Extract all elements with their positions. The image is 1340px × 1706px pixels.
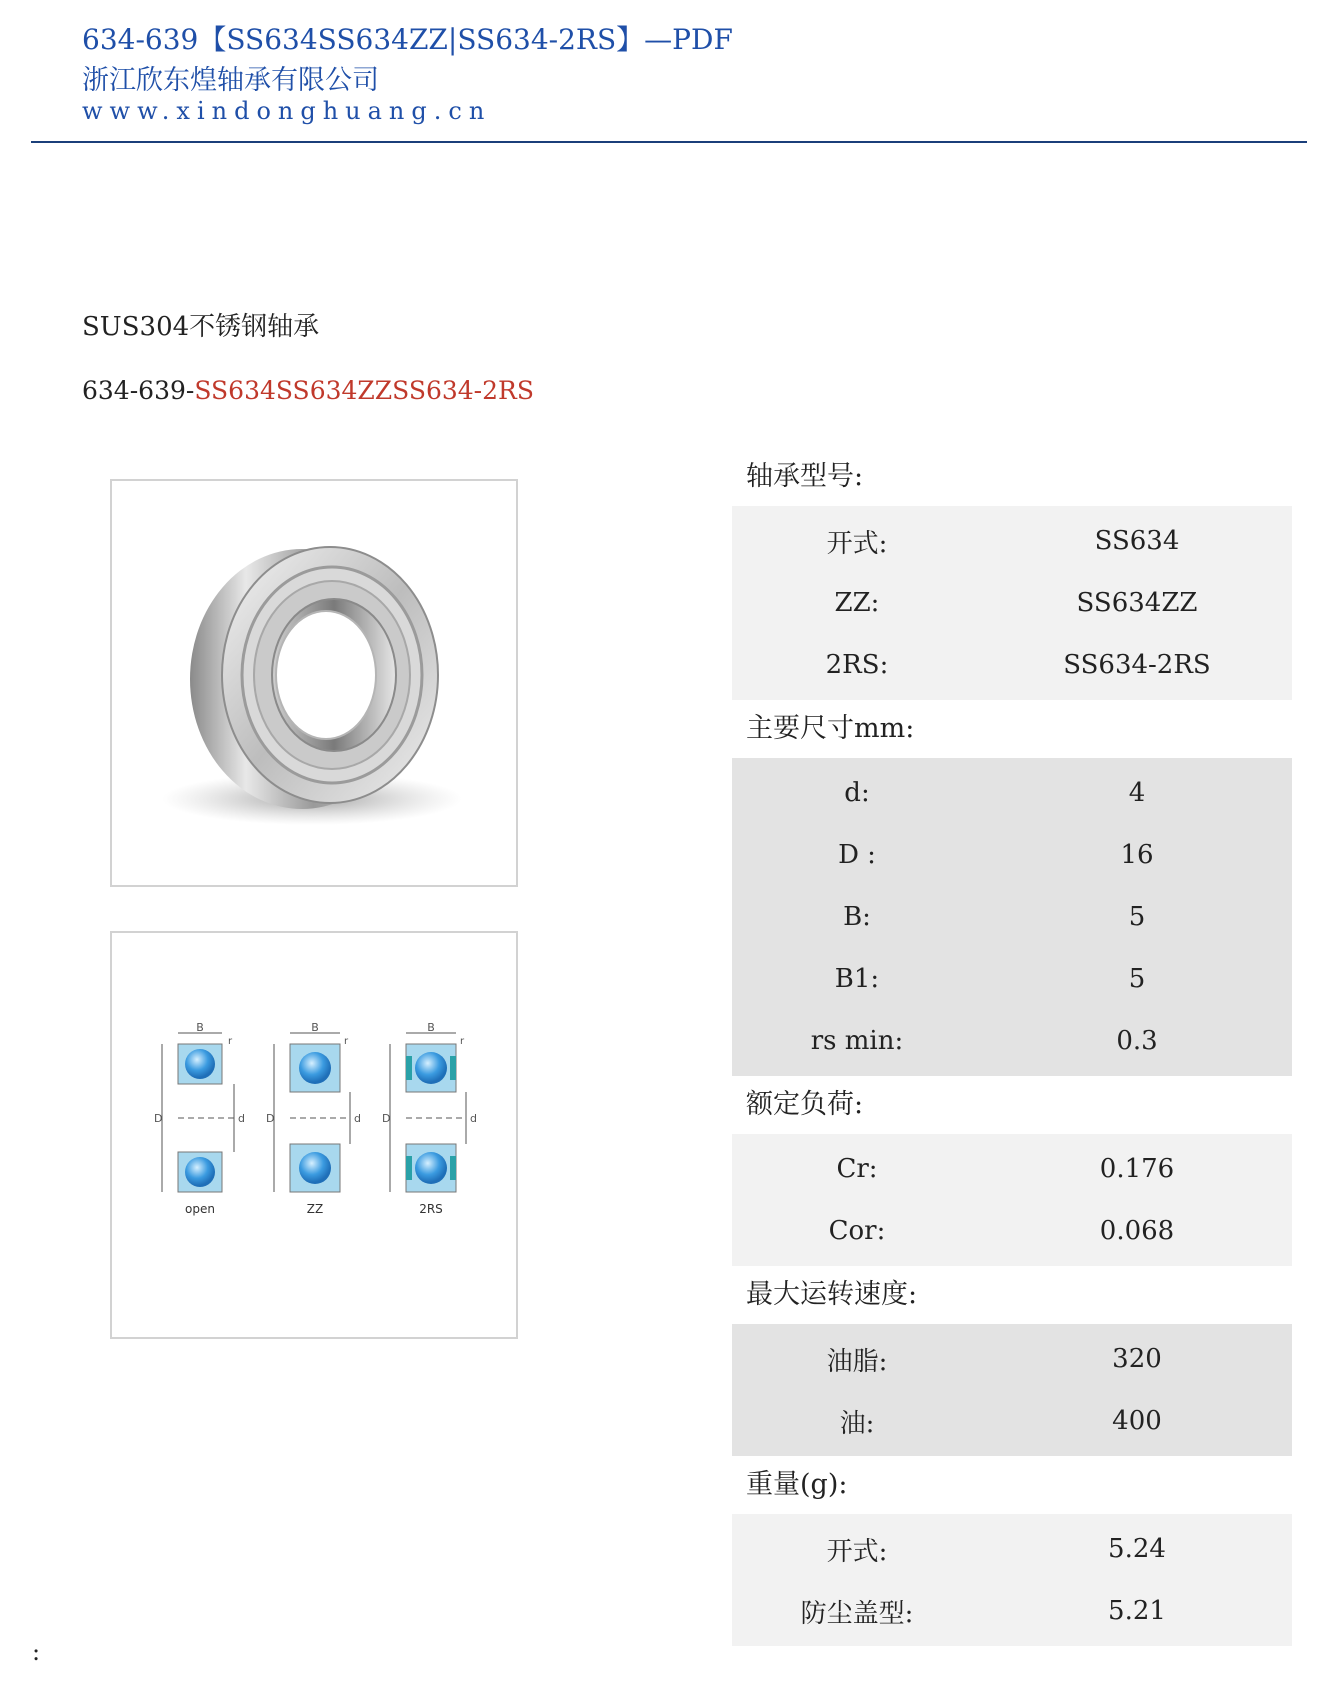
label-open: open xyxy=(185,1202,215,1216)
row-key: rs min: xyxy=(810,1026,904,1056)
section-diagram-svg xyxy=(112,933,516,1337)
dim-D-zz: D xyxy=(266,1112,275,1125)
row-key: Cr: xyxy=(836,1154,878,1184)
company-name: 浙江欣东煌轴承有限公司 xyxy=(82,65,379,96)
group-dimensions xyxy=(732,758,1292,1076)
bearing-section-diagram xyxy=(110,931,518,1339)
section-title-bearing-model: 轴承型号: xyxy=(746,461,864,492)
table-row xyxy=(732,824,1292,886)
group-weight xyxy=(732,1514,1292,1646)
table-row xyxy=(732,1390,1292,1452)
row-value: 5.21 xyxy=(1108,1596,1166,1626)
bearing-photo xyxy=(110,479,518,887)
section-title-speed: 最大运转速度: xyxy=(746,1279,918,1310)
section-open xyxy=(154,1021,245,1216)
dim-r-zz: r xyxy=(344,1036,349,1047)
row-key: 开式: xyxy=(826,528,888,559)
row-value: 320 xyxy=(1112,1344,1162,1374)
dim-r-2rs: r xyxy=(460,1036,465,1047)
table-row xyxy=(732,1138,1292,1200)
dim-D-2rs: D xyxy=(382,1112,391,1125)
row-value: 0.3 xyxy=(1116,1026,1158,1056)
row-value: 16 xyxy=(1120,840,1154,870)
table-row xyxy=(732,634,1292,696)
dim-d-zz: d xyxy=(354,1112,361,1125)
table-row xyxy=(732,1328,1292,1390)
table-row xyxy=(732,948,1292,1010)
label-2rs: 2RS xyxy=(419,1202,443,1216)
website-url[interactable]: www.xindonghuang.cn xyxy=(82,97,492,125)
dim-D-open: D xyxy=(154,1112,163,1125)
group-bearing-model xyxy=(732,506,1292,700)
table-row xyxy=(732,572,1292,634)
group-load xyxy=(732,1134,1292,1266)
dim-b-2rs: B xyxy=(427,1021,435,1034)
row-key: d: xyxy=(844,778,870,808)
row-key: B1: xyxy=(834,964,880,994)
stray-colon: : xyxy=(32,1638,41,1666)
bearing-photo-illustration xyxy=(112,481,516,885)
document-title: 634-639【SS634SS634ZZ|SS634-2RS】—PDF xyxy=(82,23,733,56)
dim-b-zz: B xyxy=(311,1021,319,1034)
table-row xyxy=(732,886,1292,948)
row-key: Cor: xyxy=(828,1216,886,1246)
table-row xyxy=(732,1200,1292,1262)
row-key: ZZ: xyxy=(834,588,880,618)
row-key: D : xyxy=(838,840,876,870)
section-title-dimensions: 主要尺寸mm: xyxy=(746,713,915,744)
dim-d-open: d xyxy=(238,1112,245,1125)
section-title-load: 额定负荷: xyxy=(746,1089,864,1120)
model-list: SS634SS634ZZSS634-2RS xyxy=(194,376,534,405)
header-divider xyxy=(31,141,1307,143)
row-value: 5 xyxy=(1128,902,1146,932)
table-row xyxy=(732,762,1292,824)
row-value: SS634 xyxy=(1094,526,1180,556)
row-value: SS634ZZ xyxy=(1076,588,1198,618)
row-value: 5.24 xyxy=(1108,1534,1166,1564)
model-line xyxy=(82,376,534,405)
row-value: 0.068 xyxy=(1099,1216,1175,1246)
dim-b-open: B xyxy=(196,1021,204,1034)
label-zz: ZZ xyxy=(306,1202,324,1216)
section-zz xyxy=(266,1021,361,1216)
product-subtitle: SUS304不锈钢轴承 xyxy=(82,312,320,342)
row-key: 防尘盖型: xyxy=(800,1598,914,1629)
row-key: 油: xyxy=(839,1408,875,1439)
row-key: 开式: xyxy=(826,1536,888,1567)
table-row xyxy=(732,1010,1292,1072)
table-row xyxy=(732,510,1292,572)
row-value: SS634-2RS xyxy=(1063,650,1211,680)
row-value: 5 xyxy=(1128,964,1146,994)
dim-d-2rs: d xyxy=(470,1112,477,1125)
table-row xyxy=(732,1518,1292,1580)
table-row xyxy=(732,1580,1292,1642)
row-key: 油脂: xyxy=(826,1346,888,1377)
dim-r-open: r xyxy=(228,1036,233,1047)
section-2rs xyxy=(382,1021,477,1216)
section-title-weight: 重量(g): xyxy=(746,1469,848,1500)
group-speed xyxy=(732,1324,1292,1456)
row-value: 0.176 xyxy=(1099,1154,1175,1184)
row-value: 4 xyxy=(1128,778,1146,808)
row-value: 400 xyxy=(1112,1406,1162,1436)
spec-table xyxy=(732,448,1292,1646)
row-key: B: xyxy=(843,902,871,932)
row-key: 2RS: xyxy=(825,650,889,680)
model-prefix: 634-639- xyxy=(82,376,195,405)
